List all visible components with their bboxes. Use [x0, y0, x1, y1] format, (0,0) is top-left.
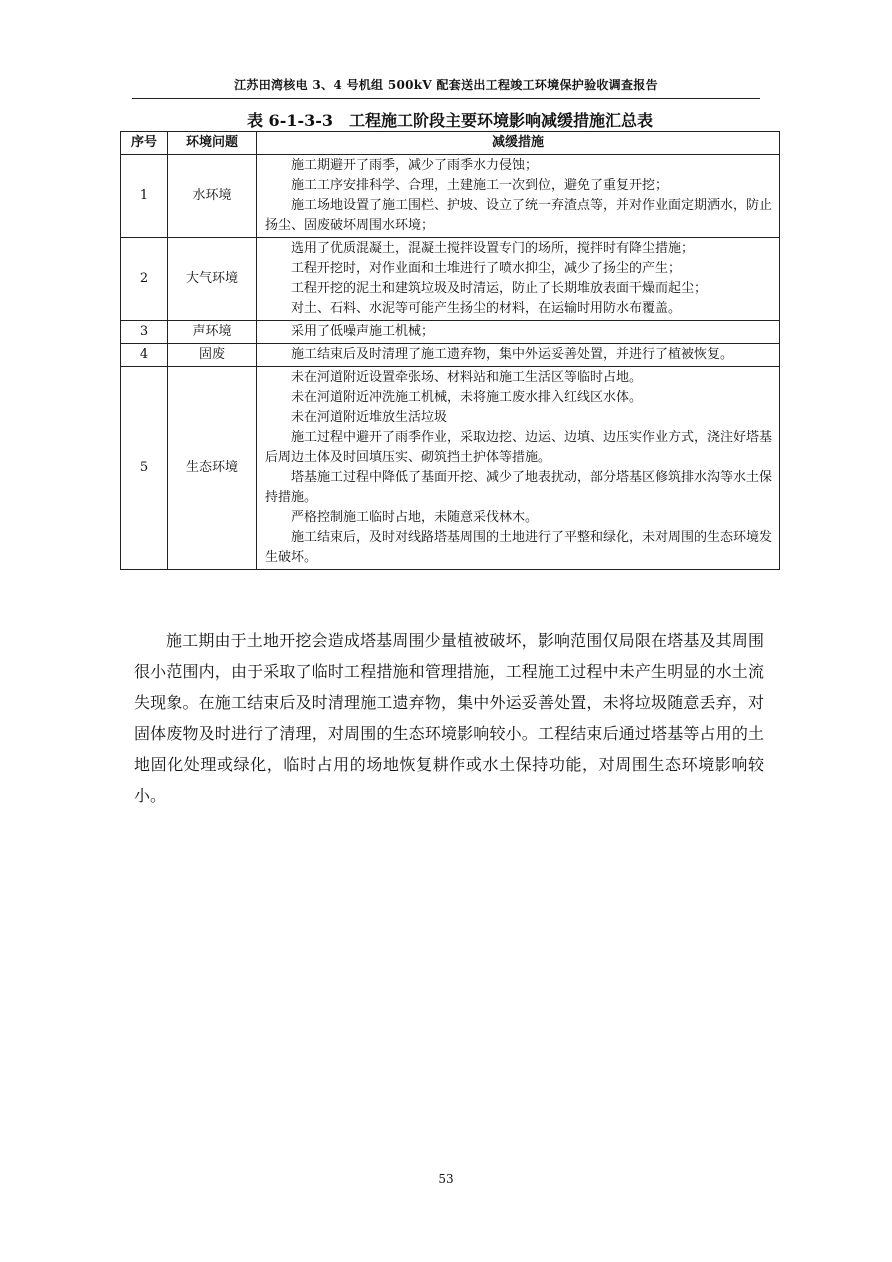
measure-item: 施工结束后，及时对线路塔基周围的土地进行了平整和绿化，未对周围的生态环境发生破坏。 — [265, 530, 773, 565]
row-number: 5 — [121, 367, 168, 570]
row-number: 1 — [121, 155, 168, 238]
environmental-issue: 生态环境 — [168, 367, 257, 570]
measure-item: 施工期避开了雨季，减少了雨季水力侵蚀； — [291, 158, 539, 173]
table-caption: 表 6-1-3-3 工程施工阶段主要环境影响减缓措施汇总表 — [246, 111, 654, 130]
column-header-measures: 减缓措施 — [257, 132, 780, 155]
mitigation-measures-cell — [257, 367, 780, 570]
row-number: 4 — [121, 344, 168, 367]
measure-item: 对土、石料、水泥等可能产生扬尘的材料，在运输时用防水布覆盖。 — [291, 301, 682, 316]
measure-item: 严格控制施工临时占地，未随意采伐林木。 — [291, 510, 539, 525]
environmental-issue: 声环境 — [168, 321, 257, 344]
measure-item: 施工结束后及时清理了施工遗弃物，集中外运妥善处置，并进行了植被恢复。 — [291, 347, 734, 362]
environmental-issue: 固废 — [168, 344, 257, 367]
table-row — [121, 155, 780, 238]
measure-item: 施工工序安排科学、合理，土建施工一次到位，避免了重复开挖； — [291, 178, 669, 193]
table-row — [121, 344, 780, 367]
table-row — [121, 367, 780, 570]
measure-item: 未在河道附近冲洗施工机械，未将施工废水排入红线区水体。 — [291, 390, 643, 405]
measure-item: 未在河道附近设置牵张场、材料站和施工生活区等临时占地。 — [291, 370, 643, 385]
row-number: 2 — [121, 238, 168, 321]
measure-item: 施工场地设置了施工围栏、护坡、设立了统一弃渣点等，并对作业面定期洒水，防止扬尘、固废破坏周围水环境； — [265, 198, 773, 233]
measure-item: 采用了低噪声施工机械； — [291, 324, 435, 339]
environmental-issue: 水环境 — [168, 155, 257, 238]
table-row — [121, 321, 780, 344]
measure-item: 工程开挖的泥土和建筑垃圾及时清运，防止了长期堆放表面干燥而起尘； — [291, 281, 708, 296]
page-number: 53 — [438, 1172, 454, 1186]
measure-item: 工程开挖时，对作业面和土堆进行了喷水抑尘，减少了扬尘的产生； — [291, 261, 682, 276]
column-header-no: 序号 — [121, 132, 168, 155]
mitigation-measures-cell — [257, 344, 780, 367]
table-row — [121, 238, 780, 321]
mitigation-measures-cell — [257, 321, 780, 344]
measure-item: 塔基施工过程中降低了基面开挖、减少了地表扰动，部分塔基区修筑排水沟等水土保持措施。 — [265, 470, 773, 505]
body-paragraph: 施工期由于土地开挖会造成塔基周围少量植被破坏，影响范围仅局限在塔基及其周围很小范围内，由于采取了临时工程措施和管理措施，工程施工过程中未产生明显的水土流失现象。在施工结束后及时清理施工遗弃物，集中外运妥善处置，未将垃圾随意丢弃，对固体废物及时进行了清理，对周围的生态环境影响较小。工程结束后通过塔基等占用的土地固化处理或绿化，临时占用的场地恢复耕作或水土保持功能，对周围生态环境影响较小。 — [134, 631, 764, 805]
row-number: 3 — [121, 321, 168, 344]
table-body — [121, 155, 780, 570]
column-header-issue: 环境问题 — [168, 132, 257, 155]
table-header-row — [121, 132, 780, 155]
measure-item: 施工过程中避开了雨季作业，采取边挖、边运、边填、边压实作业方式，浇注好塔基后周边土体及时回填压实、砌筑挡土护体等措施。 — [265, 430, 773, 465]
header-rule — [132, 98, 760, 99]
measure-item: 选用了优质混凝土，混凝土搅拌设置专门的场所，搅拌时有降尘措施； — [291, 241, 695, 256]
running-header: 江苏田湾核电 3、4 号机组 500kV 配套送出工程竣工环境保护验收调查报告 — [234, 78, 658, 92]
mitigation-measures-cell — [257, 238, 780, 321]
mitigation-measures-table — [120, 131, 780, 570]
measure-item: 未在河道附近堆放生活垃圾 — [291, 410, 448, 425]
mitigation-measures-cell — [257, 155, 780, 238]
environmental-issue: 大气环境 — [168, 238, 257, 321]
